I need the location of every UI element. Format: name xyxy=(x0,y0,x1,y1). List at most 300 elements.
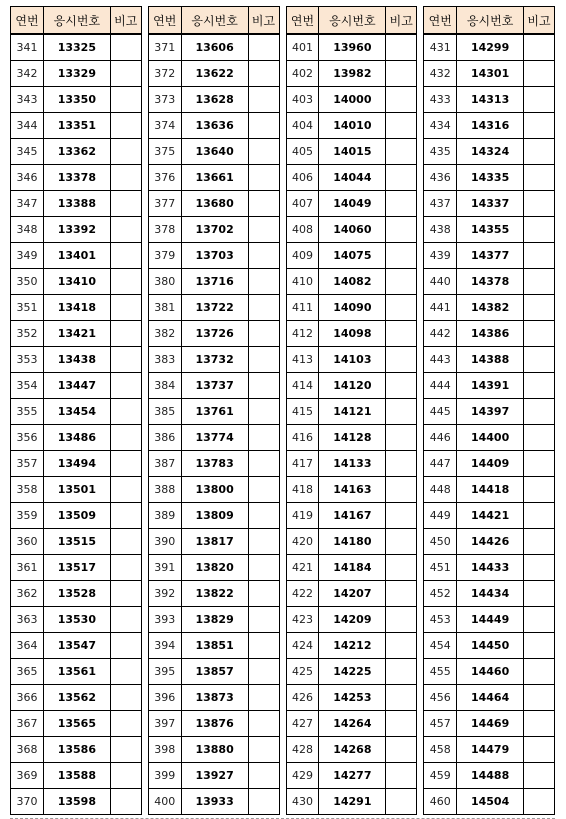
exam-number-cell: 14434 xyxy=(457,581,524,607)
note-cell xyxy=(248,139,279,165)
exam-number-cell: 14355 xyxy=(457,217,524,243)
exam-number-cell: 13822 xyxy=(181,581,248,607)
note-cell xyxy=(110,217,141,243)
exam-number-cell: 13873 xyxy=(181,685,248,711)
results-table-block xyxy=(286,6,418,815)
table-row xyxy=(286,373,417,399)
seq-cell: 391 xyxy=(148,555,181,581)
header-row xyxy=(286,7,417,35)
note-cell xyxy=(386,503,417,529)
exam-number-cell: 13410 xyxy=(43,269,110,295)
exam-number-cell: 13880 xyxy=(181,737,248,763)
note-cell xyxy=(110,347,141,373)
table-row xyxy=(424,685,555,711)
exam-number-cell: 13927 xyxy=(181,763,248,789)
seq-cell: 441 xyxy=(424,295,457,321)
seq-cell: 455 xyxy=(424,659,457,685)
note-cell xyxy=(386,737,417,763)
table-row xyxy=(11,659,142,685)
exam-number-cell: 14421 xyxy=(457,503,524,529)
seq-cell: 453 xyxy=(424,607,457,633)
seq-cell: 370 xyxy=(11,789,44,815)
seq-cell: 412 xyxy=(286,321,319,347)
note-cell xyxy=(386,555,417,581)
note-cell xyxy=(110,269,141,295)
note-cell xyxy=(524,477,555,503)
note-cell xyxy=(110,34,141,61)
seq-cell: 351 xyxy=(11,295,44,321)
table-row xyxy=(11,217,142,243)
table-row xyxy=(148,659,279,685)
header-row xyxy=(148,7,279,35)
seq-cell: 364 xyxy=(11,633,44,659)
exam-number-cell: 13783 xyxy=(181,451,248,477)
seq-cell: 413 xyxy=(286,347,319,373)
note-cell xyxy=(524,529,555,555)
note-cell xyxy=(524,34,555,61)
table-row xyxy=(424,373,555,399)
seq-cell: 362 xyxy=(11,581,44,607)
table-row xyxy=(11,243,142,269)
exam-number-cell: 14460 xyxy=(457,659,524,685)
exam-number-cell: 13362 xyxy=(43,139,110,165)
exam-number-cell: 14433 xyxy=(457,555,524,581)
table-row xyxy=(11,295,142,321)
table-row xyxy=(286,503,417,529)
note-cell xyxy=(110,113,141,139)
seq-cell: 421 xyxy=(286,555,319,581)
exam-number-cell: 13722 xyxy=(181,295,248,321)
seq-cell: 358 xyxy=(11,477,44,503)
note-cell xyxy=(248,113,279,139)
seq-cell: 375 xyxy=(148,139,181,165)
exam-number-cell: 14301 xyxy=(457,61,524,87)
seq-cell: 459 xyxy=(424,763,457,789)
exam-number-cell: 13517 xyxy=(43,555,110,581)
exam-number-cell: 14121 xyxy=(319,399,386,425)
seq-cell: 372 xyxy=(148,61,181,87)
exam-number-cell: 13636 xyxy=(181,113,248,139)
seq-cell: 415 xyxy=(286,399,319,425)
seq-cell: 394 xyxy=(148,633,181,659)
seq-cell: 429 xyxy=(286,763,319,789)
exam-number-cell: 13800 xyxy=(181,477,248,503)
seq-cell: 432 xyxy=(424,61,457,87)
table-row xyxy=(424,581,555,607)
exam-number-cell: 14180 xyxy=(319,529,386,555)
note-cell xyxy=(110,659,141,685)
table-row xyxy=(286,425,417,451)
exam-number-cell: 13350 xyxy=(43,87,110,113)
seq-cell: 363 xyxy=(11,607,44,633)
exam-number-cell: 14000 xyxy=(319,87,386,113)
seq-cell: 424 xyxy=(286,633,319,659)
table-row xyxy=(424,503,555,529)
seq-cell: 365 xyxy=(11,659,44,685)
exam-number-cell: 13528 xyxy=(43,581,110,607)
exam-number-cell: 14163 xyxy=(319,477,386,503)
table-row xyxy=(11,633,142,659)
table-row xyxy=(424,789,555,815)
exam-number-cell: 14388 xyxy=(457,347,524,373)
table-row xyxy=(286,191,417,217)
note-cell xyxy=(524,269,555,295)
exam-number-cell: 13562 xyxy=(43,685,110,711)
seq-cell: 350 xyxy=(11,269,44,295)
seq-cell: 359 xyxy=(11,503,44,529)
seq-cell: 349 xyxy=(11,243,44,269)
exam-number-cell: 13857 xyxy=(181,659,248,685)
seq-cell: 342 xyxy=(11,61,44,87)
exam-number-cell: 14479 xyxy=(457,737,524,763)
exam-number-cell: 14464 xyxy=(457,685,524,711)
seq-cell: 418 xyxy=(286,477,319,503)
note-cell xyxy=(110,373,141,399)
seq-cell: 456 xyxy=(424,685,457,711)
seq-cell: 389 xyxy=(148,503,181,529)
table-row xyxy=(286,269,417,295)
seq-cell: 347 xyxy=(11,191,44,217)
exam-number-cell: 14128 xyxy=(319,425,386,451)
note-cell xyxy=(386,763,417,789)
table-row xyxy=(11,113,142,139)
exam-number-cell: 14469 xyxy=(457,711,524,737)
exam-number-cell: 13876 xyxy=(181,711,248,737)
table-row xyxy=(424,165,555,191)
header-exam-number: 응시번호 xyxy=(319,7,386,35)
table-row xyxy=(286,399,417,425)
exam-number-cell: 14378 xyxy=(457,269,524,295)
note-cell xyxy=(386,581,417,607)
table-row xyxy=(148,61,279,87)
table-row xyxy=(286,34,417,61)
seq-cell: 366 xyxy=(11,685,44,711)
exam-number-cell: 14075 xyxy=(319,243,386,269)
exam-number-cell: 14450 xyxy=(457,633,524,659)
exam-number-cell: 14082 xyxy=(319,269,386,295)
seq-cell: 344 xyxy=(11,113,44,139)
note-cell xyxy=(110,425,141,451)
seq-cell: 422 xyxy=(286,581,319,607)
exam-number-cell: 13588 xyxy=(43,763,110,789)
note-cell xyxy=(524,321,555,347)
table-row xyxy=(424,659,555,685)
table-row xyxy=(286,321,417,347)
table-row xyxy=(286,633,417,659)
results-tables xyxy=(10,6,555,815)
results-table-block xyxy=(148,6,280,815)
exam-number-cell: 13392 xyxy=(43,217,110,243)
exam-number-cell: 13565 xyxy=(43,711,110,737)
note-cell xyxy=(524,789,555,815)
seq-cell: 410 xyxy=(286,269,319,295)
seq-cell: 458 xyxy=(424,737,457,763)
exam-number-cell: 13494 xyxy=(43,451,110,477)
exam-number-cell: 13809 xyxy=(181,503,248,529)
note-cell xyxy=(248,295,279,321)
exam-number-cell: 13851 xyxy=(181,633,248,659)
note-cell xyxy=(110,711,141,737)
note-cell xyxy=(110,139,141,165)
note-cell xyxy=(110,555,141,581)
table-row xyxy=(424,555,555,581)
seq-cell: 385 xyxy=(148,399,181,425)
note-cell xyxy=(248,87,279,113)
note-cell xyxy=(524,347,555,373)
seq-cell: 369 xyxy=(11,763,44,789)
note-cell xyxy=(110,529,141,555)
note-cell xyxy=(110,633,141,659)
seq-cell: 414 xyxy=(286,373,319,399)
exam-number-cell: 13726 xyxy=(181,321,248,347)
seq-cell: 426 xyxy=(286,685,319,711)
seq-cell: 427 xyxy=(286,711,319,737)
exam-number-cell: 13820 xyxy=(181,555,248,581)
seq-cell: 354 xyxy=(11,373,44,399)
table-row xyxy=(11,763,142,789)
exam-number-cell: 13761 xyxy=(181,399,248,425)
seq-cell: 392 xyxy=(148,581,181,607)
seq-cell: 460 xyxy=(424,789,457,815)
exam-number-cell: 13737 xyxy=(181,373,248,399)
exam-number-cell: 14409 xyxy=(457,451,524,477)
table-row xyxy=(424,269,555,295)
exam-number-cell: 14291 xyxy=(319,789,386,815)
table-row xyxy=(424,243,555,269)
header-row xyxy=(424,7,555,35)
seq-cell: 451 xyxy=(424,555,457,581)
seq-cell: 367 xyxy=(11,711,44,737)
table-row xyxy=(148,113,279,139)
header-note: 비고 xyxy=(110,7,141,35)
exam-number-cell: 14316 xyxy=(457,113,524,139)
seq-cell: 443 xyxy=(424,347,457,373)
exam-number-cell: 14337 xyxy=(457,191,524,217)
table-row xyxy=(148,529,279,555)
note-cell xyxy=(386,87,417,113)
table-row xyxy=(11,555,142,581)
exam-number-cell: 13438 xyxy=(43,347,110,373)
note-cell xyxy=(110,763,141,789)
exam-number-cell: 13933 xyxy=(181,789,248,815)
table-row xyxy=(424,607,555,633)
exam-number-cell: 13817 xyxy=(181,529,248,555)
exam-number-cell: 13401 xyxy=(43,243,110,269)
exam-number-cell: 13829 xyxy=(181,607,248,633)
seq-cell: 423 xyxy=(286,607,319,633)
seq-cell: 343 xyxy=(11,87,44,113)
table-row xyxy=(424,34,555,61)
seq-cell: 400 xyxy=(148,789,181,815)
note-cell xyxy=(110,789,141,815)
seq-cell: 431 xyxy=(424,34,457,61)
table-row xyxy=(286,529,417,555)
exam-number-cell: 14225 xyxy=(319,659,386,685)
table-row xyxy=(148,425,279,451)
note-cell xyxy=(386,477,417,503)
table-row xyxy=(286,451,417,477)
table-row xyxy=(148,34,279,61)
seq-cell: 386 xyxy=(148,425,181,451)
table-row xyxy=(148,269,279,295)
seq-cell: 376 xyxy=(148,165,181,191)
seq-cell: 408 xyxy=(286,217,319,243)
note-cell xyxy=(524,633,555,659)
exam-number-cell: 13702 xyxy=(181,217,248,243)
table-row xyxy=(148,191,279,217)
exam-number-cell: 14133 xyxy=(319,451,386,477)
note-cell xyxy=(386,425,417,451)
note-cell xyxy=(386,607,417,633)
exam-number-cell: 13606 xyxy=(181,34,248,61)
table-row xyxy=(148,581,279,607)
table-row xyxy=(11,34,142,61)
exam-number-cell: 13351 xyxy=(43,113,110,139)
note-cell xyxy=(248,61,279,87)
seq-cell: 457 xyxy=(424,711,457,737)
seq-cell: 411 xyxy=(286,295,319,321)
exam-number-cell: 14277 xyxy=(319,763,386,789)
exam-number-cell: 13622 xyxy=(181,61,248,87)
seq-cell: 409 xyxy=(286,243,319,269)
table-row xyxy=(11,321,142,347)
seq-cell: 341 xyxy=(11,34,44,61)
table-row xyxy=(286,763,417,789)
note-cell xyxy=(248,789,279,815)
exam-number-cell: 13325 xyxy=(43,34,110,61)
note-cell xyxy=(386,217,417,243)
table-row xyxy=(286,217,417,243)
seq-cell: 361 xyxy=(11,555,44,581)
note-cell xyxy=(386,191,417,217)
table-row xyxy=(148,503,279,529)
exam-number-cell: 14382 xyxy=(457,295,524,321)
table-row xyxy=(11,269,142,295)
seq-cell: 390 xyxy=(148,529,181,555)
note-cell xyxy=(524,425,555,451)
note-cell xyxy=(386,139,417,165)
exam-number-cell: 14488 xyxy=(457,763,524,789)
seq-cell: 454 xyxy=(424,633,457,659)
table-row xyxy=(424,87,555,113)
seq-cell: 428 xyxy=(286,737,319,763)
seq-cell: 420 xyxy=(286,529,319,555)
note-cell xyxy=(248,217,279,243)
table-row xyxy=(424,191,555,217)
note-cell xyxy=(248,763,279,789)
seq-cell: 378 xyxy=(148,217,181,243)
note-cell xyxy=(524,165,555,191)
note-cell xyxy=(248,191,279,217)
seq-cell: 345 xyxy=(11,139,44,165)
exam-number-cell: 13378 xyxy=(43,165,110,191)
seq-cell: 346 xyxy=(11,165,44,191)
exam-number-cell: 13388 xyxy=(43,191,110,217)
note-cell xyxy=(386,269,417,295)
note-cell xyxy=(524,711,555,737)
exam-number-cell: 13732 xyxy=(181,347,248,373)
note-cell xyxy=(386,113,417,139)
table-row xyxy=(11,425,142,451)
note-cell xyxy=(110,503,141,529)
note-cell xyxy=(524,451,555,477)
note-cell xyxy=(110,165,141,191)
table-row xyxy=(148,789,279,815)
seq-cell: 437 xyxy=(424,191,457,217)
table-row xyxy=(148,711,279,737)
seq-cell: 374 xyxy=(148,113,181,139)
seq-cell: 352 xyxy=(11,321,44,347)
seq-cell: 448 xyxy=(424,477,457,503)
table-row xyxy=(11,789,142,815)
exam-number-cell: 13598 xyxy=(43,789,110,815)
seq-cell: 452 xyxy=(424,581,457,607)
note-cell xyxy=(248,451,279,477)
note-cell xyxy=(386,165,417,191)
exam-number-cell: 14090 xyxy=(319,295,386,321)
table-row xyxy=(148,607,279,633)
exam-number-cell: 14049 xyxy=(319,191,386,217)
note-cell xyxy=(110,191,141,217)
seq-cell: 381 xyxy=(148,295,181,321)
table-row xyxy=(148,243,279,269)
seq-cell: 401 xyxy=(286,34,319,61)
exam-number-cell: 13586 xyxy=(43,737,110,763)
note-cell xyxy=(248,555,279,581)
seq-cell: 404 xyxy=(286,113,319,139)
table-row xyxy=(286,113,417,139)
table-row xyxy=(148,477,279,503)
note-cell xyxy=(110,451,141,477)
table-row xyxy=(11,581,142,607)
table-row xyxy=(424,113,555,139)
header-seq: 연번 xyxy=(11,7,44,35)
header-exam-number: 응시번호 xyxy=(181,7,248,35)
note-cell xyxy=(386,243,417,269)
seq-cell: 447 xyxy=(424,451,457,477)
note-cell xyxy=(524,685,555,711)
note-cell xyxy=(386,321,417,347)
seq-cell: 439 xyxy=(424,243,457,269)
exam-number-cell: 13661 xyxy=(181,165,248,191)
seq-cell: 353 xyxy=(11,347,44,373)
exam-number-cell: 14386 xyxy=(457,321,524,347)
table-row xyxy=(286,659,417,685)
exam-number-cell: 14264 xyxy=(319,711,386,737)
seq-cell: 436 xyxy=(424,165,457,191)
seq-cell: 382 xyxy=(148,321,181,347)
table-row xyxy=(11,451,142,477)
table-row xyxy=(148,87,279,113)
exam-number-cell: 14120 xyxy=(319,373,386,399)
table-row xyxy=(286,243,417,269)
results-table-block xyxy=(10,6,142,815)
exam-number-cell: 13329 xyxy=(43,61,110,87)
header-exam-number: 응시번호 xyxy=(457,7,524,35)
exam-number-cell: 13418 xyxy=(43,295,110,321)
note-cell xyxy=(248,34,279,61)
note-cell xyxy=(524,61,555,87)
table-row xyxy=(11,503,142,529)
note-cell xyxy=(248,165,279,191)
table-row xyxy=(424,425,555,451)
seq-cell: 440 xyxy=(424,269,457,295)
exam-number-cell: 14335 xyxy=(457,165,524,191)
seq-cell: 444 xyxy=(424,373,457,399)
header-exam-number: 응시번호 xyxy=(43,7,110,35)
note-cell xyxy=(524,737,555,763)
seq-cell: 445 xyxy=(424,399,457,425)
